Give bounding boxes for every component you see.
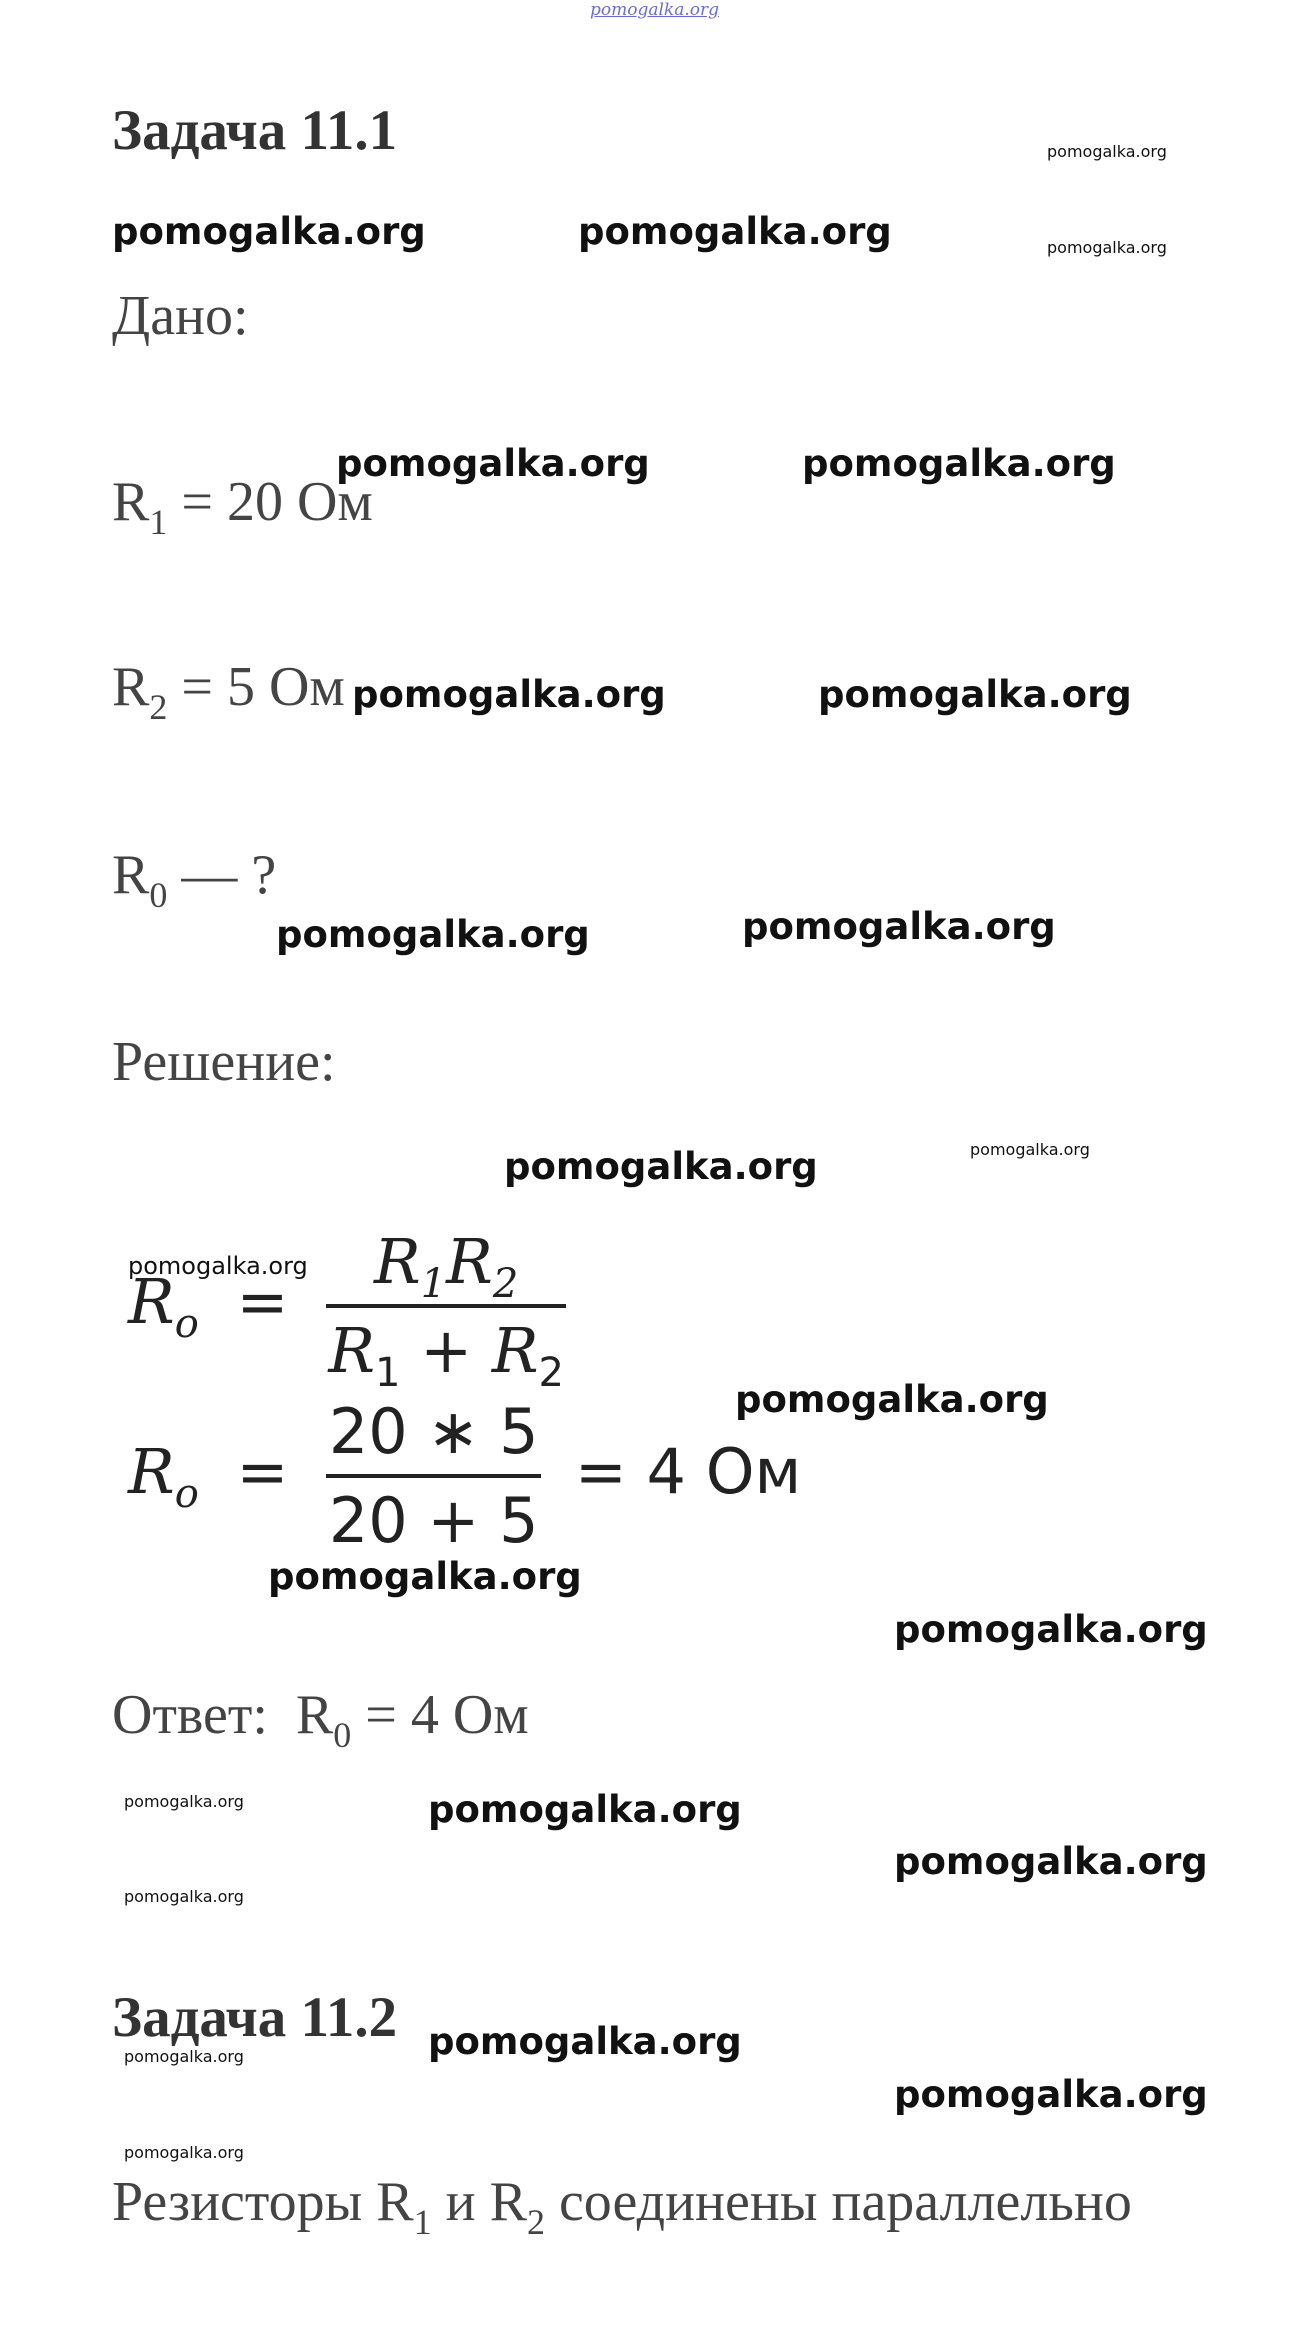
watermark: pomogalka.org: [268, 1555, 582, 1598]
r1-value: = 20 Ом: [167, 471, 373, 533]
formula1-denominator: $R_1 + R_2$: [328, 1314, 564, 1396]
answer-label: Ответ:: [112, 1684, 268, 1746]
watermark: pomogalka.org: [124, 1887, 244, 1906]
formula1-eq: =: [236, 1265, 289, 1339]
given-r2: [112, 655, 345, 727]
watermark: pomogalka.org: [128, 1252, 308, 1280]
watermark: pomogalka.org: [124, 2143, 244, 2162]
formula-numeric: [128, 1395, 801, 1557]
r0-index: 0: [149, 875, 168, 915]
find-r0: [112, 843, 277, 915]
watermark: pomogalka.org: [428, 1788, 742, 1831]
formula2-bar: [326, 1474, 541, 1478]
watermark: pomogalka.org: [112, 210, 426, 253]
watermark: pomogalka.org: [894, 2073, 1208, 2116]
watermark: pomogalka.org: [578, 210, 892, 253]
r1-index: 1: [149, 502, 168, 542]
formula2-lhs: $R_o$: [128, 1435, 199, 1518]
answer: [112, 1683, 529, 1755]
formula2-denominator: 20 + 5: [328, 1484, 539, 1557]
r2-index: 2: [149, 687, 168, 727]
formula2-fraction: [326, 1395, 541, 1557]
site-header-link[interactable]: pomogalka.org: [590, 0, 720, 20]
watermark: pomogalka.org: [1047, 142, 1167, 161]
watermark: pomogalka.org: [428, 2020, 742, 2063]
task2-title: Задача 11.2: [112, 1986, 398, 2049]
r0-symbol: R: [112, 844, 150, 906]
given-label: Дано:: [112, 285, 249, 347]
watermark: pomogalka.org: [894, 1608, 1208, 1651]
watermark: pomogalka.org: [818, 673, 1132, 716]
r0-question: — ?: [167, 844, 277, 906]
r1-symbol: R: [112, 471, 150, 533]
given-r1: [112, 470, 373, 542]
watermark: pomogalka.org: [124, 1792, 244, 1811]
watermark: pomogalka.org: [504, 1145, 818, 1188]
watermark: pomogalka.org: [970, 1140, 1090, 1159]
watermark: pomogalka.org: [802, 442, 1116, 485]
watermark: pomogalka.org: [336, 442, 650, 485]
watermark: pomogalka.org: [742, 905, 1056, 948]
answer-value: = 4 Ом: [351, 1684, 529, 1746]
r2-symbol: R: [112, 656, 150, 718]
formula-parallel-resistance: [128, 1225, 566, 1396]
formula1-bar: [326, 1304, 566, 1308]
answer-symbol: R: [295, 1684, 334, 1746]
formula2-result: = 4 Ом: [574, 1435, 802, 1509]
formula1-numerator: $R_1R_2$: [374, 1225, 519, 1307]
formula1-lhs: $R_o$: [128, 1265, 199, 1348]
solution-label: Решение:: [112, 1031, 336, 1093]
r2-value: = 5 Ом: [167, 656, 345, 718]
watermark: pomogalka.org: [124, 2047, 244, 2066]
formula1-fraction: [326, 1225, 566, 1396]
formula2-numerator: 20 ∗ 5: [328, 1395, 539, 1468]
answer-index: 0: [333, 1715, 352, 1755]
watermark: pomogalka.org: [276, 913, 590, 956]
watermark: pomogalka.org: [735, 1378, 1049, 1421]
task2-statement: Резисторы $R_1$ и $R_2$ соединены параллельно: [112, 2171, 1132, 2242]
formula2-eq: =: [236, 1435, 289, 1509]
watermark: pomogalka.org: [894, 1840, 1208, 1883]
watermark: pomogalka.org: [352, 673, 666, 716]
task-title: Задача 11.1: [112, 99, 398, 162]
watermark: pomogalka.org: [1047, 238, 1167, 257]
